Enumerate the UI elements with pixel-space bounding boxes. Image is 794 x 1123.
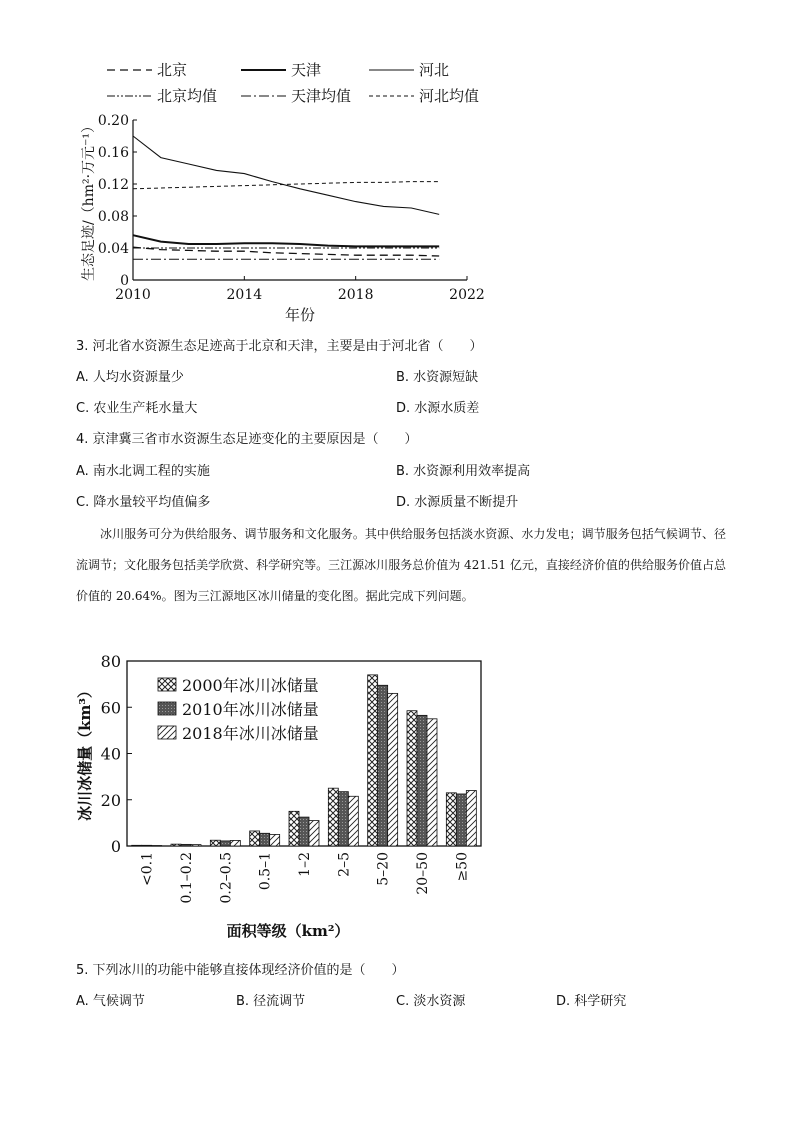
chart1-legend — [107, 61, 479, 105]
chart2-bar — [289, 811, 299, 846]
chart1-y-tick-label: 0.16 — [97, 145, 129, 161]
chart2-bar — [132, 845, 142, 846]
chart2-bar — [220, 841, 230, 846]
chart2-legend-swatch — [158, 678, 176, 691]
chart2-bar — [427, 719, 437, 846]
chart1-legend-label: 天津 — [291, 61, 322, 79]
chart1-y-tick-label: 0.08 — [97, 209, 129, 225]
q4-stem: 4. 京津冀三省市水资源生态足迹变化的主要原因是（ ） — [76, 432, 418, 447]
chart1-series — [133, 136, 439, 259]
chart2-x-axis-label: 面积等级（km²） — [226, 922, 350, 940]
chart1-x-tick-label: 2018 — [337, 287, 374, 303]
chart2-legend-label: 2018年冰川冰储量 — [182, 724, 319, 743]
q4-option-b[interactable]: B. 水资源利用效率提高 — [396, 464, 531, 479]
bar-chart-glacier-storage — [0, 645, 794, 945]
chart1-x-tick-label: 2014 — [226, 287, 263, 303]
chart2-y-tick-label: 0 — [110, 837, 121, 856]
q5-option-b[interactable]: B. 径流调节 — [236, 994, 306, 1009]
chart1-x-tick-label: 2010 — [115, 287, 151, 303]
chart2-bar — [446, 793, 456, 846]
chart2-bar — [152, 846, 162, 847]
chart1-y-tick-label: 0.12 — [97, 177, 129, 193]
chart2-bar — [171, 844, 181, 846]
chart2-bar — [456, 794, 466, 846]
q5-stem: 5. 下列冰川的功能中能够直接体现经济价值的是（ ） — [76, 963, 405, 978]
chart2-bar — [309, 821, 319, 846]
chart2-bar — [466, 791, 476, 847]
chart2-legend-label: 2010年冰川冰储量 — [182, 700, 319, 719]
chart2-x-tick-label: 1–2 — [297, 852, 313, 877]
chart2-bar — [250, 831, 260, 846]
chart2-legend-swatch — [158, 726, 176, 739]
chart2-bar — [417, 715, 427, 846]
chart2-bar — [270, 834, 280, 846]
line-chart-water-footprint — [0, 55, 794, 385]
chart1-legend-label: 河北 — [419, 61, 450, 79]
chart1-legend-label: 河北均值 — [419, 87, 480, 105]
q5-option-a[interactable]: A. 气候调节 — [76, 994, 145, 1009]
q5-option-c[interactable]: C. 淡水资源 — [396, 994, 466, 1009]
chart2-bar — [348, 796, 358, 846]
q4-option-c[interactable]: C. 降水量较平均值偏多 — [76, 495, 211, 510]
chart1-x-axis-label: 年份 — [284, 306, 316, 324]
chart1-x-tick-label: 2022 — [449, 287, 485, 303]
chart2-legend-label: 2000年冰川冰储量 — [182, 676, 319, 695]
q3-option-d[interactable]: D. 水源水质差 — [396, 401, 480, 416]
chart1-legend-label: 北京均值 — [157, 87, 218, 105]
chart2-x-tick-label: ≥50 — [454, 852, 471, 882]
q3-option-b[interactable]: B. 水资源短缺 — [396, 370, 479, 385]
chart2-x-tick-label: 0.2–0.5 — [218, 852, 235, 904]
chart2-bar — [407, 711, 417, 846]
chart1-y-axis-label: 生态足迹/（hm²·万元⁻¹） — [81, 118, 97, 282]
q4-option-d[interactable]: D. 水源质量不断提升 — [396, 495, 519, 510]
chart2-bar — [191, 845, 201, 846]
q3-option-c[interactable]: C. 农业生产耗水量大 — [76, 401, 198, 416]
chart2-x-tick-label: 5–20 — [375, 852, 392, 886]
chart1-legend-label: 北京 — [157, 61, 188, 79]
passage — [76, 519, 726, 612]
chart2-x-tick-label: <0.1 — [139, 852, 156, 886]
chart2-bar — [230, 840, 240, 846]
chart1-series-line — [133, 235, 439, 246]
chart2-x-tick-label: 0.5–1 — [257, 852, 274, 891]
chart2-legend — [158, 676, 319, 743]
chart1-y-tick-label: 0.04 — [97, 241, 129, 257]
chart1-series-line — [133, 136, 439, 214]
chart2-y-tick-label: 40 — [100, 744, 121, 764]
q4-option-a[interactable]: A. 南水北调工程的实施 — [76, 464, 210, 479]
chart2-y-axis-label: 冰川冰储量（km³） — [76, 683, 94, 821]
chart2-y-tick-label: 80 — [100, 652, 121, 671]
chart1-axes — [98, 113, 485, 303]
chart2-y-tick-label: 20 — [100, 790, 121, 810]
chart2-bar — [378, 685, 388, 846]
chart1-legend-label: 天津均值 — [291, 87, 352, 105]
chart2-bar — [299, 817, 309, 846]
q3-stem: 3. 河北省水资源生态足迹高于北京和天津，主要是由于河北省（ ） — [76, 339, 483, 354]
chart2-x-tick-label: 2–5 — [336, 852, 353, 877]
chart2-bar — [338, 792, 348, 846]
chart2-x-tick-label: 0.1–0.2 — [179, 852, 195, 904]
chart2-bar — [388, 693, 398, 846]
chart2-bar — [328, 788, 338, 846]
q5-option-d[interactable]: D. 科学研究 — [556, 994, 627, 1009]
passage-text: 冰川服务可分为供给服务、调节服务和文化服务。其中供给服务包括淡水资源、水力发电；调节服务包括气候调节、径流调节；文化服务包括美学欣赏、科学研究等。三江源冰川服务总价值为 421.51 亿元，直接经济价值的供给服务价值占总价值的 20.64%。图为三江源地区冰川储量的变化图。据此完成下列问题。 — [76, 527, 726, 603]
chart1-series-line — [133, 247, 439, 256]
chart1-y-tick-label: 0 — [120, 273, 129, 289]
q3-option-a[interactable]: A. 人均水资源量少 — [76, 370, 184, 385]
chart2-bar — [181, 844, 191, 846]
chart2-y-tick-label: 60 — [100, 698, 121, 718]
chart2-legend-swatch — [158, 702, 176, 715]
chart2-x-tick-label: 20–50 — [415, 852, 431, 895]
chart2-bar — [142, 845, 152, 846]
chart2-bar — [210, 840, 220, 846]
chart1-y-tick-label: 0.20 — [97, 113, 129, 129]
chart2-bar — [368, 675, 378, 846]
chart2-bar — [260, 833, 270, 846]
